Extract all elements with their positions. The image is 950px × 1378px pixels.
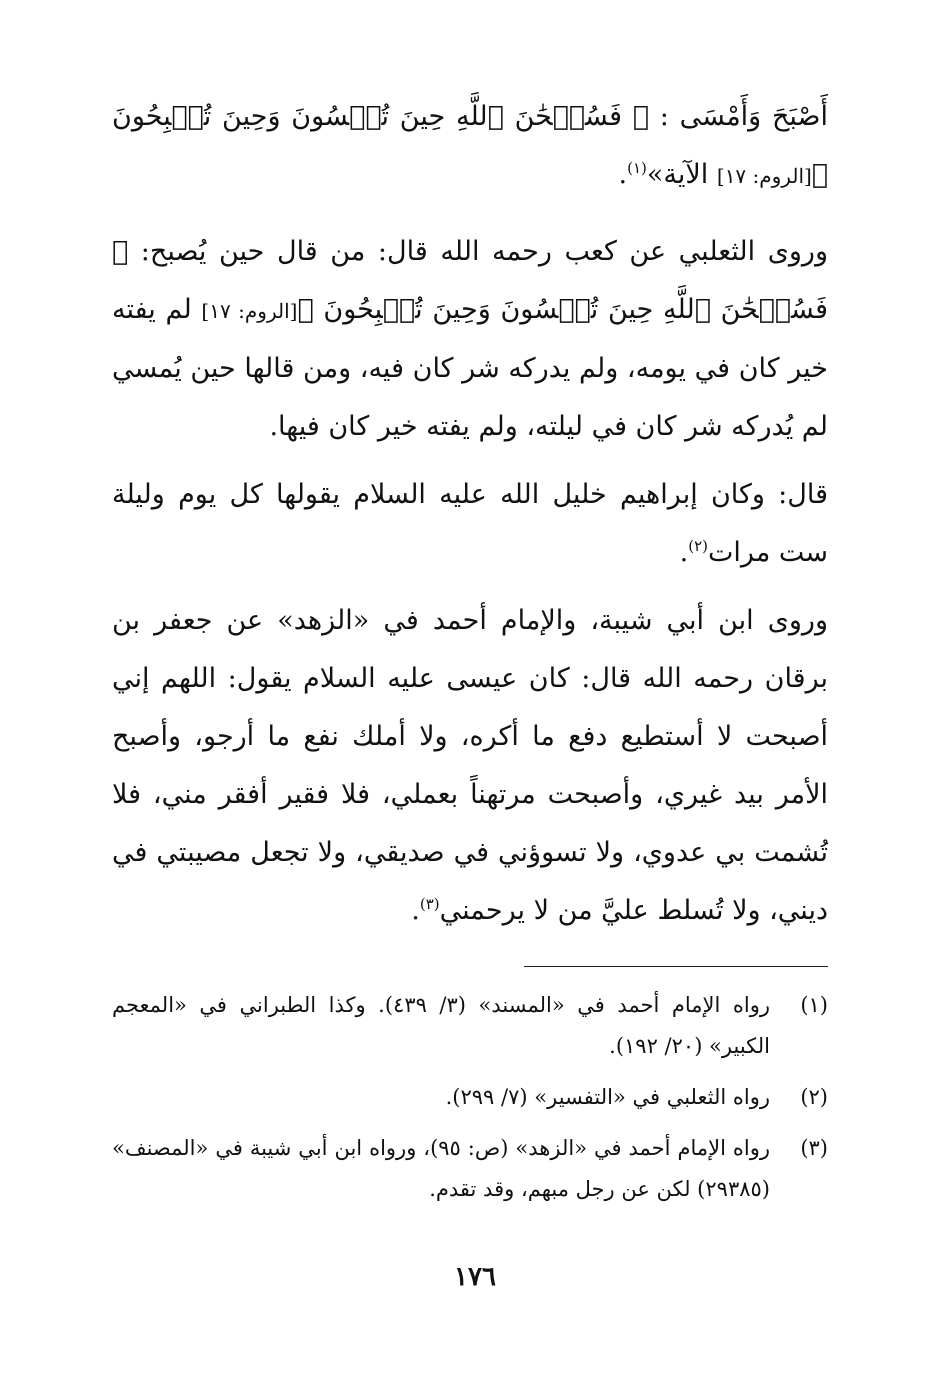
footnote-text: رواه الإمام أحمد في «الزهد» (ص: ٩٥)، ورواه ابن أبي شيبة في «المصنف» (٢٩٣٨٥) لكن عن رجل مبهم، وقد تقدم. — [112, 1136, 770, 1201]
quran-verse: ﴿ فَسُبۡحَٰنَ ٱللَّهِ حِينَ تُمۡسُونَ وَحِينَ تُصۡبِحُونَ ﴾ — [112, 101, 828, 190]
footnote-marker-1[interactable]: (١) — [627, 159, 647, 177]
paragraph-3-text: قال: وكان إبراهيم خليل الله عليه السلام يقولها كل يوم وليلة ست مرات — [112, 479, 828, 568]
paragraph-3-end: . — [679, 537, 689, 568]
verse-reference: [الروم: ١٧] — [716, 164, 812, 188]
paragraph-4-end: . — [411, 895, 420, 926]
paragraph-1 — [112, 88, 828, 205]
quran-verse: ﴿ فَسُبۡحَٰنَ ٱللَّهِ حِينَ تُمۡسُونَ وَحِينَ تُصۡبِحُونَ ﴾ — [112, 236, 828, 325]
footnote-3 — [112, 1128, 828, 1210]
paragraph-2 — [112, 223, 828, 456]
footnote-separator — [524, 966, 828, 967]
paragraph-1-end: . — [618, 159, 628, 190]
paragraph-1-tail: الآية» — [646, 159, 717, 190]
paragraph-3 — [112, 466, 828, 582]
page-number: ١٧٦ — [454, 1262, 496, 1292]
footnote-text: رواه الثعلبي في «التفسير» (٧/ ٢٩٩). — [445, 1085, 770, 1109]
footnote-marker-2[interactable]: (٢) — [688, 537, 708, 555]
verse-reference: [الروم: ١٧] — [201, 299, 298, 323]
footnote-1 — [112, 985, 828, 1067]
paragraph-4-text: وروى ابن أبي شيبة، والإمام أحمد في «الزهد» عن جعفر بن برقان رحمه الله قال: كان عيسى عليه السلام يقول: اللهم إني أصبحت لا أستطيع دفع ما أكره، ولا أملك نفع ما أرجو، وأصبح الأمر بيد غيري، وأصبحت مرتهناً بعملي، فلا فقير أفقر مني، فلا تُشمت بي عدوي، ولا تسوؤني في صديقي، ولا تجعل مصيبتي في ديني، ولا تُسلط عليَّ من لا يرحمني — [112, 605, 828, 926]
paragraph-2-lead: وروى الثعلبي عن كعب رحمه الله قال: من قال حين يُصبح: — [128, 236, 828, 267]
footnote-marker-3[interactable]: (٣) — [419, 895, 440, 913]
paragraph-2-tail: لم يفته خير كان في يومه، ولم يدركه شر كان فيه، ومن قالها حين يُمسي لم يُدركه شر كان في ليلته، ولم يفته خير كان فيها. — [112, 294, 828, 442]
main-text — [112, 88, 828, 950]
footnote-2 — [112, 1077, 828, 1118]
footnote-number: (١) — [800, 993, 828, 1017]
paragraph-4 — [112, 592, 828, 940]
paragraph-1-lead: أَصْبَحَ وَأَمْسَى : — [648, 101, 828, 132]
footnote-number: (٣) — [800, 1136, 828, 1160]
footnotes — [112, 985, 828, 1220]
footnote-number: (٢) — [800, 1085, 828, 1109]
footnote-text: رواه الإمام أحمد في «المسند» (٣/ ٤٣٩). وكذا الطبراني في «المعجم الكبير» (٢٠/ ١٩٢). — [112, 993, 770, 1058]
